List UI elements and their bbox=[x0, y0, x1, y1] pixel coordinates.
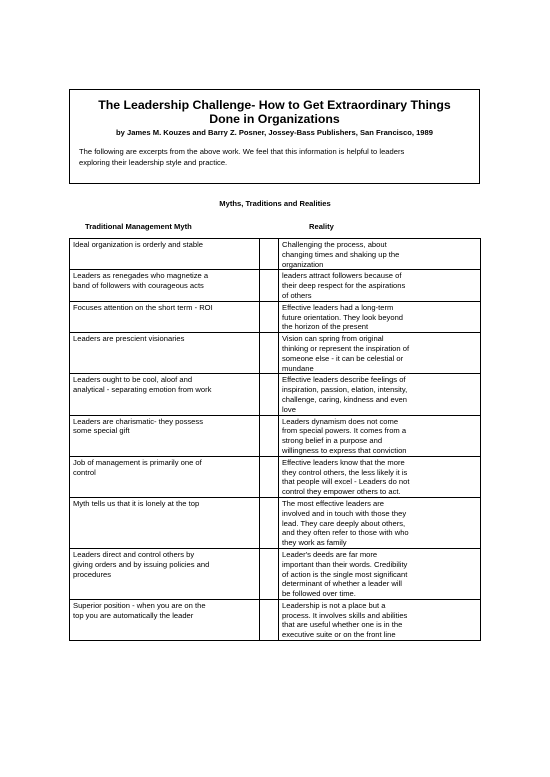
myth-text-line: top you are automatically the leader bbox=[73, 610, 194, 620]
reality-text-line: inspiration, passion, elation, intensity, bbox=[282, 385, 408, 395]
intro-line-2: exploring their leadership style and practice. bbox=[79, 158, 228, 167]
myth-text-line: analytical - separating emotion from work bbox=[73, 385, 212, 395]
myth-cell bbox=[70, 333, 260, 374]
myth-text-line: Leaders ought to be cool, aloof and bbox=[73, 375, 193, 385]
myth-text-line: Leaders as renegades who magnetize a bbox=[73, 271, 209, 281]
reality-text-line: that are useful whether one is in the bbox=[282, 620, 403, 630]
reality-text-line: strong belief in a purpose and bbox=[282, 436, 383, 446]
reality-text-line: lead. They care deeply about others, bbox=[282, 518, 406, 528]
myth-cell bbox=[70, 270, 260, 301]
reality-text-line: of others bbox=[282, 290, 312, 300]
reality-text-line: someone else - it can be celestial or bbox=[282, 353, 404, 363]
myths-table bbox=[69, 238, 481, 641]
spacer-cell bbox=[260, 239, 279, 270]
reality-cell bbox=[279, 548, 481, 599]
myth-cell bbox=[70, 301, 260, 332]
myth-text-line: Superior position - when you are on the bbox=[73, 600, 206, 610]
title-line-2: Done in Organizations bbox=[209, 112, 340, 126]
spacer-cell bbox=[260, 456, 279, 497]
myth-text-line: procedures bbox=[73, 569, 111, 579]
table-row bbox=[70, 239, 481, 270]
byline: by James M. Kouzes and Barry Z. Posner, Jossey-Bass Publishers, San Francisco, 1989 bbox=[116, 128, 433, 137]
reality-cell bbox=[279, 415, 481, 456]
reality-cell bbox=[279, 374, 481, 415]
table-row bbox=[70, 497, 481, 548]
reality-text-line: their deep respect for the aspirations bbox=[282, 281, 406, 291]
reality-text-line: process. It involves skills and abilities bbox=[282, 610, 408, 620]
myth-text-line: Job of management is primarily one of bbox=[73, 457, 202, 467]
reality-cell bbox=[279, 599, 481, 640]
reality-text-line: the horizon of the present bbox=[282, 322, 369, 332]
myth-text-line: Leaders are charismatic- they possess bbox=[73, 416, 203, 426]
myth-text-line: Focuses attention on the short term - ROI bbox=[73, 302, 213, 312]
table-row bbox=[70, 301, 481, 332]
table-row bbox=[70, 456, 481, 497]
reality-text-line: The most effective leaders are bbox=[282, 498, 385, 508]
myth-text-line: some special gift bbox=[73, 426, 130, 436]
document-title bbox=[70, 98, 479, 126]
spacer-cell bbox=[260, 301, 279, 332]
reality-text-line: thinking or represent the inspiration of bbox=[282, 343, 410, 353]
reality-text-line: Effective leaders know that the more bbox=[282, 457, 405, 467]
reality-text-line: Leader's deeds are far more bbox=[282, 549, 378, 559]
reality-text-line: changing times and shaking up the bbox=[282, 249, 400, 259]
table-row bbox=[70, 548, 481, 599]
reality-text-line: Effective leaders had a long-term bbox=[282, 302, 394, 312]
reality-text-line: be followed over time. bbox=[282, 589, 356, 599]
table-row bbox=[70, 270, 481, 301]
intro-paragraph bbox=[79, 146, 473, 168]
reality-text-line: willingness to express that conviction bbox=[282, 445, 407, 455]
spacer-cell bbox=[260, 415, 279, 456]
reality-text-line: organization bbox=[282, 259, 324, 269]
reality-text-line: of action is the single most significant bbox=[282, 569, 408, 579]
myth-cell bbox=[70, 415, 260, 456]
table-row bbox=[70, 599, 481, 640]
reality-text-line: challenge, caring, kindness and even bbox=[282, 394, 407, 404]
myth-text-line: Leaders are prescient visionaries bbox=[73, 334, 185, 344]
table-row bbox=[70, 333, 481, 374]
reality-text-line: from special powers. It comes from a bbox=[282, 426, 407, 436]
reality-cell bbox=[279, 333, 481, 374]
column-header-myth: Traditional Management Myth bbox=[85, 222, 192, 231]
reality-cell bbox=[279, 270, 481, 301]
column-header-reality: Reality bbox=[309, 222, 334, 231]
myth-cell bbox=[70, 548, 260, 599]
reality-text-line: leaders attract followers because of bbox=[282, 271, 402, 281]
myth-text-line: band of followers with courageous acts bbox=[73, 281, 204, 291]
spacer-cell bbox=[260, 599, 279, 640]
reality-text-line: determinant of whether a leader will bbox=[282, 579, 402, 589]
reality-text-line: involved and in touch with those they bbox=[282, 508, 407, 518]
header-box bbox=[69, 89, 480, 184]
spacer-cell bbox=[260, 548, 279, 599]
reality-text-line: future orientation. They look beyond bbox=[282, 312, 404, 322]
myth-text-line: Leaders direct and control others by bbox=[73, 549, 195, 559]
myth-cell bbox=[70, 497, 260, 548]
reality-text-line: mundane bbox=[282, 363, 314, 373]
section-title: Myths, Traditions and Realities bbox=[219, 199, 331, 208]
myth-cell bbox=[70, 239, 260, 270]
reality-text-line: important than their words. Credibility bbox=[282, 559, 408, 569]
spacer-cell bbox=[260, 374, 279, 415]
reality-text-line: they control others, the less likely it is bbox=[282, 467, 408, 477]
reality-text-line: executive suite or on the front line bbox=[282, 630, 396, 640]
reality-text-line: Leadership is not a place but a bbox=[282, 600, 386, 610]
spacer-cell bbox=[260, 497, 279, 548]
myth-cell bbox=[70, 599, 260, 640]
reality-text-line: Challenging the process, about bbox=[282, 240, 387, 249]
reality-text-line: Vision can spring from original bbox=[282, 334, 384, 344]
intro-line-1: The following are excerpts from the above work. We feel that this information is helpful to leaders bbox=[79, 147, 405, 156]
myth-cell bbox=[70, 456, 260, 497]
myth-cell bbox=[70, 374, 260, 415]
reality-text-line: that people will excel - Leaders do not bbox=[282, 477, 410, 487]
reality-cell bbox=[279, 497, 481, 548]
spacer-cell bbox=[260, 270, 279, 301]
myth-text-line: giving orders and by issuing policies and bbox=[73, 559, 210, 569]
reality-text-line: Effective leaders describe feelings of bbox=[282, 375, 406, 385]
spacer-cell bbox=[260, 333, 279, 374]
table-row bbox=[70, 415, 481, 456]
reality-cell bbox=[279, 301, 481, 332]
reality-cell bbox=[279, 456, 481, 497]
myth-text-line: Ideal organization is orderly and stable bbox=[73, 240, 204, 249]
reality-cell bbox=[279, 239, 481, 270]
reality-text-line: control they empower others to act. bbox=[282, 487, 401, 497]
table-row bbox=[70, 374, 481, 415]
reality-text-line: love bbox=[282, 404, 296, 414]
reality-text-line: they work as family bbox=[282, 538, 347, 548]
myths-table-body bbox=[70, 239, 481, 641]
myth-text-line: Myth tells us that it is lonely at the top bbox=[73, 498, 200, 508]
title-line-1: The Leadership Challenge- How to Get Extraordinary Things bbox=[98, 98, 451, 112]
reality-text-line: Leaders dynamism does not come bbox=[282, 416, 399, 426]
myth-text-line: control bbox=[73, 467, 96, 477]
reality-text-line: and they often refer to those with who bbox=[282, 528, 409, 538]
